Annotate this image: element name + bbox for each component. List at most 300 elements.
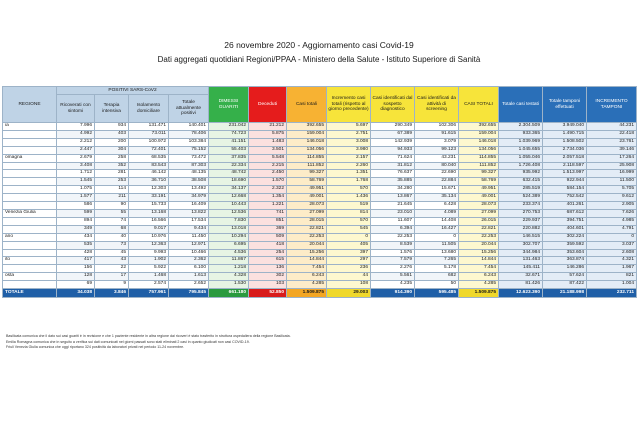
col-terapia-header: Terapia intensiva [95, 95, 129, 123]
value-cell: 851 [249, 217, 287, 225]
value-cell: 134.056 [459, 146, 499, 154]
value-cell: 394.751 [543, 217, 587, 225]
value-cell: 4.089 [415, 209, 459, 217]
value-cell: 159.004 [459, 130, 499, 138]
value-cell: 16.999 [587, 170, 637, 178]
page-subtitle: Dati aggregati quotidiani Regioni/PPAA - Ministero della Salute - Istituto Superiore di Sanità [157, 55, 481, 64]
value-cell: 6.243 [287, 273, 327, 281]
value-cell: 81.426 [499, 281, 543, 289]
value-cell: 4.791 [587, 225, 637, 233]
value-cell: 524.389 [499, 194, 543, 202]
value-cell: 49.951 [287, 186, 327, 194]
table-row [3, 241, 637, 249]
value-cell: 41.151 [209, 138, 249, 146]
value-cell: 76.637 [371, 170, 415, 178]
value-cell: 3.980 [327, 146, 371, 154]
value-cell: 67.389 [371, 130, 415, 138]
value-cell: 37.835 [209, 154, 249, 162]
value-cell: 39.146 [587, 146, 637, 154]
table-row [3, 130, 637, 138]
value-cell: 935.992 [499, 170, 543, 178]
value-cell: 535 [57, 241, 95, 249]
col-incremento-tamponi-header: INCREMENTO TAMPONI [587, 87, 637, 123]
value-cell: 48.135 [169, 170, 209, 178]
value-cell: 74 [95, 217, 129, 225]
value-cell: 33.191 [129, 194, 169, 202]
table-row [3, 154, 637, 162]
value-cell: 5.561 [371, 273, 415, 281]
value-cell: 2.652 [169, 281, 209, 289]
value-cell: 2.608 [587, 249, 637, 257]
value-cell: 344.984 [499, 249, 543, 257]
value-cell: 131.471 [129, 123, 169, 131]
value-cell: 22.821 [287, 225, 327, 233]
region-cell [3, 225, 57, 233]
value-cell: 83.543 [129, 162, 169, 170]
value-cell: 15.256 [459, 249, 499, 257]
value-cell: 1.004 [587, 281, 637, 289]
col-sospetto-header: Casi identificati dal sospetto diagnostico [371, 87, 415, 123]
value-cell: 94.933 [371, 146, 415, 154]
value-cell: 146.018 [459, 138, 499, 146]
value-cell: 545 [327, 225, 371, 233]
value-cell: 1.045.655 [499, 146, 543, 154]
table-row [3, 186, 637, 194]
value-cell: 741 [249, 209, 287, 217]
value-cell: 17.264 [587, 154, 637, 162]
total-cell: 757.961 [129, 289, 169, 298]
value-cell: 404.601 [543, 225, 587, 233]
region-cell: osta [3, 273, 57, 281]
value-cell: 200 [95, 138, 129, 146]
value-cell: 392.655 [459, 123, 499, 131]
region-cell [3, 146, 57, 154]
footnote: Basilicata comunica che il dato sui casi guariti è in revisione e che 1 paziente residente in altra regione dai ricoveri è stato trasferito in struttura ospedaliera della regione Basilicata. [6, 334, 291, 338]
total-cell: 232.711 [587, 289, 637, 298]
value-cell: 20.044 [459, 241, 499, 249]
value-cell: 2.447 [57, 146, 95, 154]
value-cell: 12.303 [129, 186, 169, 194]
value-cell: 1.354 [249, 194, 287, 202]
value-cell: 8.539 [371, 241, 415, 249]
value-cell: 1.613 [169, 273, 209, 281]
region-cell [3, 194, 57, 202]
value-cell: 0 [415, 233, 459, 241]
value-cell: 632.415 [499, 178, 543, 186]
value-cell: 16.566 [129, 217, 169, 225]
value-cell: 136 [249, 265, 287, 273]
table-row [3, 209, 637, 217]
value-cell: 27.099 [287, 209, 327, 217]
value-cell: 13.168 [129, 209, 169, 217]
value-cell: 7.454 [287, 265, 327, 273]
value-cell: 5.705 [587, 186, 637, 194]
value-cell: 15.256 [287, 249, 327, 257]
value-cell: 229.937 [499, 217, 543, 225]
value-cell: 10.976 [129, 233, 169, 241]
total-cell: 661.180 [209, 289, 249, 298]
table-row [3, 233, 637, 241]
value-cell: 43.231 [415, 154, 459, 162]
col-casi-totali-header: Casi totali [287, 87, 327, 123]
value-cell: 5.178 [415, 265, 459, 273]
value-cell: 0 [587, 233, 637, 241]
value-cell: 10.443 [209, 202, 249, 210]
value-cell: 1.436 [327, 194, 371, 202]
value-cell: 281 [95, 170, 129, 178]
total-cell: 52.850 [249, 289, 287, 298]
value-cell: 7.996 [57, 123, 95, 131]
value-cell: 14.408 [415, 217, 459, 225]
value-cell: 1.768 [327, 178, 371, 186]
value-cell: 5.548 [249, 154, 287, 162]
value-cell: 2.362 [169, 257, 209, 265]
value-cell: 392.655 [287, 123, 327, 131]
value-cell: 13.680 [415, 249, 459, 257]
region-cell [3, 186, 57, 194]
value-cell: 28.015 [287, 217, 327, 225]
value-cell: 1.218 [209, 265, 249, 273]
value-cell: 74.723 [209, 130, 249, 138]
value-cell: 814 [327, 209, 371, 217]
value-cell: 22.821 [459, 225, 499, 233]
value-cell: 584.154 [543, 186, 587, 194]
value-cell: 933.365 [499, 130, 543, 138]
value-cell: 21.645 [371, 202, 415, 210]
value-cell: 359.592 [543, 241, 587, 249]
value-cell: 9.434 [169, 225, 209, 233]
region-cell [3, 241, 57, 249]
value-cell: 99.123 [415, 146, 459, 154]
value-cell: 2.751 [327, 130, 371, 138]
value-cell: 586 [57, 202, 95, 210]
value-cell: 4.321 [587, 257, 637, 265]
group-header-positivi: POSITIVI SARS-CoV2 [57, 87, 209, 95]
col-isolamento-header: Isolamento domiciliare [129, 95, 169, 123]
value-cell: 18.690 [209, 178, 249, 186]
value-cell: 71.624 [371, 154, 415, 162]
value-cell: 87.303 [169, 162, 209, 170]
region-cell [3, 281, 57, 289]
value-cell: 2.212 [57, 138, 95, 146]
value-cell: 352 [95, 162, 129, 170]
region-cell [3, 162, 57, 170]
value-cell: 9.612 [587, 194, 637, 202]
value-cell: 27.099 [459, 209, 499, 217]
value-cell: 17 [95, 273, 129, 281]
total-cell: 21.188.998 [543, 289, 587, 298]
value-cell: 99.327 [459, 170, 499, 178]
value-cell: 1.055.046 [499, 154, 543, 162]
value-cell: 22 [95, 265, 129, 273]
value-cell: 34.137 [209, 186, 249, 194]
value-cell: 1.513.997 [543, 170, 587, 178]
value-cell: 4.536 [209, 249, 249, 257]
value-cell: 253 [95, 178, 129, 186]
table-row [3, 217, 637, 225]
value-cell: 2.905 [587, 202, 637, 210]
value-cell: 90 [95, 202, 129, 210]
table-row [3, 225, 637, 233]
value-cell: 821 [587, 273, 637, 281]
value-cell: 72.401 [129, 146, 169, 154]
value-cell: 349 [57, 225, 95, 233]
col-totale-positivi-header: Totale attualmente positivi [169, 95, 209, 123]
region-cell: omagna [3, 154, 57, 162]
value-cell: 44.231 [587, 123, 637, 131]
value-cell: 103 [249, 281, 287, 289]
value-cell: 6.243 [459, 273, 499, 281]
value-cell: 46.142 [129, 170, 169, 178]
value-cell: 570 [327, 217, 371, 225]
value-cell: 1.483 [249, 138, 287, 146]
value-cell: 1.468 [129, 273, 169, 281]
value-cell: 3.008 [327, 138, 371, 146]
value-cell: 75.152 [169, 146, 209, 154]
value-cell: 1.712 [57, 170, 95, 178]
value-cell: 131.463 [499, 257, 543, 265]
value-cell: 2.450 [249, 170, 287, 178]
value-cell: 2.322 [249, 186, 287, 194]
table-row [3, 194, 637, 202]
col-ricoverati-header: Ricoverati con sintomi [57, 95, 95, 123]
value-cell: 12.363 [129, 241, 169, 249]
value-cell: 34.280 [371, 186, 415, 194]
value-cell: 22.253 [459, 233, 499, 241]
value-cell: 353.604 [543, 249, 587, 257]
value-cell: 16.427 [415, 225, 459, 233]
region-cell [3, 138, 57, 146]
value-cell: 23.761 [587, 138, 637, 146]
value-cell: 103.384 [169, 138, 209, 146]
total-cell: 12.623.390 [499, 289, 543, 298]
page-title: 26 novembre 2020 - Aggiornamento casi Covid-19 [224, 40, 414, 50]
value-cell: 7.579 [371, 257, 415, 265]
value-cell: 254 [249, 249, 287, 257]
col-screening-header: Casi identificati da attività di screening [415, 87, 459, 123]
value-cell: 146.286 [543, 265, 587, 273]
value-cell: 4.992 [57, 130, 95, 138]
value-cell: 34.979 [169, 194, 209, 202]
value-cell: 1.508.502 [543, 138, 587, 146]
value-cell: 2.057.518 [543, 154, 587, 162]
value-cell: 12.668 [209, 194, 249, 202]
value-cell: 302 [249, 273, 287, 281]
value-cell: 134.056 [287, 146, 327, 154]
table-row [3, 138, 637, 146]
value-cell: 114.855 [287, 154, 327, 162]
col-incremento-header: Incremento casi totali (rispetto al giorno precedente) [327, 87, 371, 123]
value-cell: 23.010 [371, 209, 415, 217]
value-cell: 15.733 [129, 202, 169, 210]
col-region-header: REGIONE [3, 87, 57, 123]
value-cell: 2.157 [327, 154, 371, 162]
total-cell: 914.390 [371, 289, 415, 298]
total-row [3, 289, 637, 298]
value-cell: 22.690 [415, 170, 459, 178]
value-cell: 91.615 [415, 130, 459, 138]
value-cell: 99.327 [287, 170, 327, 178]
value-cell: 231.042 [209, 123, 249, 131]
footnote: Friuli Venezia Giulia comunica che oggi riportano 324 positività da laboratori privati nel periodo 11-24 novembre. [6, 345, 185, 350]
value-cell: 1.039.969 [499, 138, 543, 146]
table-row [3, 162, 637, 170]
region-cell [3, 170, 57, 178]
value-cell: 36.710 [129, 178, 169, 186]
value-cell: 28.073 [459, 202, 499, 210]
value-cell: 15.671 [415, 186, 459, 194]
value-cell: 145.411 [499, 265, 543, 273]
col-dimessi-header: DIMESSI GUARITI [209, 87, 249, 123]
value-cell: 405 [327, 241, 371, 249]
value-cell: 418 [249, 241, 287, 249]
total-label: TOTALE [3, 289, 57, 298]
value-cell: 211 [95, 194, 129, 202]
value-cell: 55.403 [209, 146, 249, 154]
covid-data-table [2, 86, 637, 298]
value-cell: 108 [327, 281, 371, 289]
value-cell: 1.351 [327, 170, 371, 178]
value-cell: 80.040 [415, 162, 459, 170]
value-cell: 1.570 [249, 178, 287, 186]
value-cell: 304 [95, 146, 129, 154]
value-cell: 73 [95, 241, 129, 249]
value-cell: 43 [95, 257, 129, 265]
value-cell: 417 [57, 257, 95, 265]
value-cell: 14.844 [287, 257, 327, 265]
total-cell: 1.509.875 [459, 289, 499, 298]
table-row [3, 265, 637, 273]
value-cell: 519 [327, 202, 371, 210]
value-cell: 4.328 [209, 273, 249, 281]
value-cell: 297 [327, 257, 371, 265]
value-cell: 40 [95, 233, 129, 241]
region-cell: ito [3, 257, 57, 265]
value-cell: 752.542 [543, 194, 587, 202]
value-cell: 44 [327, 273, 371, 281]
region-cell [3, 178, 57, 186]
col-tamponi-header: Totale tamponi effettuati [543, 87, 587, 123]
value-cell: 934 [95, 123, 129, 131]
table-row [3, 178, 637, 186]
total-cell: 795.845 [169, 289, 209, 298]
region-cell [3, 265, 57, 273]
value-cell: 10.294 [209, 233, 249, 241]
value-cell: 26.015 [459, 217, 499, 225]
value-cell: 6.428 [415, 202, 459, 210]
table-row [3, 146, 637, 154]
table-row [3, 123, 637, 131]
value-cell: 25.908 [587, 162, 637, 170]
value-cell: 22.334 [209, 162, 249, 170]
value-cell: 3.079 [415, 138, 459, 146]
value-cell: 2.574 [129, 281, 169, 289]
value-cell: 894 [57, 217, 95, 225]
value-cell: 7.454 [459, 265, 499, 273]
value-cell: 102.306 [415, 123, 459, 131]
value-cell: 111.852 [287, 162, 327, 170]
value-cell: 1.902 [129, 257, 169, 265]
total-cell: 29.003 [327, 289, 371, 298]
value-cell: 1.075 [57, 186, 95, 194]
value-cell: 21.212 [249, 123, 287, 131]
value-cell: 55 [95, 209, 129, 217]
value-cell: 6.100 [169, 265, 209, 273]
value-cell: 3.408 [57, 162, 95, 170]
value-cell: 10.466 [169, 249, 209, 257]
value-cell: 13.018 [209, 225, 249, 233]
value-cell: 2.304.509 [499, 123, 543, 131]
value-cell: 302.224 [543, 233, 587, 241]
value-cell: 12.971 [169, 241, 209, 249]
value-cell: 7.265 [415, 257, 459, 265]
value-cell: 2.734.036 [543, 146, 587, 154]
value-cell: 11.500 [587, 178, 637, 186]
value-cell: 22.418 [587, 130, 637, 138]
value-cell: 233.374 [499, 202, 543, 210]
value-cell: 11.607 [371, 217, 415, 225]
value-cell: 11.867 [209, 257, 249, 265]
value-cell: 58.769 [459, 178, 499, 186]
value-cell: 32.671 [499, 273, 543, 281]
region-cell: ia [3, 123, 57, 131]
col-casi-totali-2-header: CASI TOTALI [459, 87, 499, 123]
value-cell: 31.812 [371, 162, 415, 170]
value-cell: 2.260 [327, 162, 371, 170]
col-deceduti-header: Deceduti [249, 87, 287, 123]
value-cell: 114 [95, 186, 129, 194]
value-cell: 111.852 [459, 162, 499, 170]
value-cell: 5.922 [129, 265, 169, 273]
value-cell: 0 [327, 233, 371, 241]
value-cell: 403 [95, 130, 129, 138]
value-cell: 2.118.597 [543, 162, 587, 170]
region-cell [3, 249, 57, 257]
value-cell: 68 [95, 225, 129, 233]
value-cell: 1.967 [587, 265, 637, 273]
value-cell: 2.276 [371, 265, 415, 273]
value-cell: 428 [57, 249, 95, 257]
total-cell: 3.846 [95, 289, 129, 298]
value-cell: 100.972 [129, 138, 169, 146]
value-cell: 11.505 [415, 241, 459, 249]
value-cell: 58.769 [287, 178, 327, 186]
value-cell: 38.508 [169, 178, 209, 186]
value-cell: 73.011 [129, 130, 169, 138]
value-cell: 236 [327, 265, 371, 273]
value-cell: 16.409 [169, 202, 209, 210]
value-cell: 687.612 [543, 209, 587, 217]
value-cell: 57.624 [543, 273, 587, 281]
total-cell: 34.038 [57, 289, 95, 298]
region-cell: Venezia Giulia [3, 209, 57, 217]
table-row [3, 257, 637, 265]
value-cell: 1.726.408 [499, 162, 543, 170]
value-cell: 7.830 [209, 217, 249, 225]
value-cell: 6.695 [209, 241, 249, 249]
value-cell: 4.985 [587, 217, 637, 225]
value-cell: 45 [95, 249, 129, 257]
value-cell: 434 [57, 233, 95, 241]
value-cell: 142.939 [371, 138, 415, 146]
region-cell [3, 217, 57, 225]
value-cell: 49.001 [459, 194, 499, 202]
value-cell: 14.844 [459, 257, 499, 265]
value-cell: 570 [327, 186, 371, 194]
value-cell: 3.949.040 [543, 123, 587, 131]
value-cell: 3.037 [587, 241, 637, 249]
value-cell: 22.253 [371, 233, 415, 241]
